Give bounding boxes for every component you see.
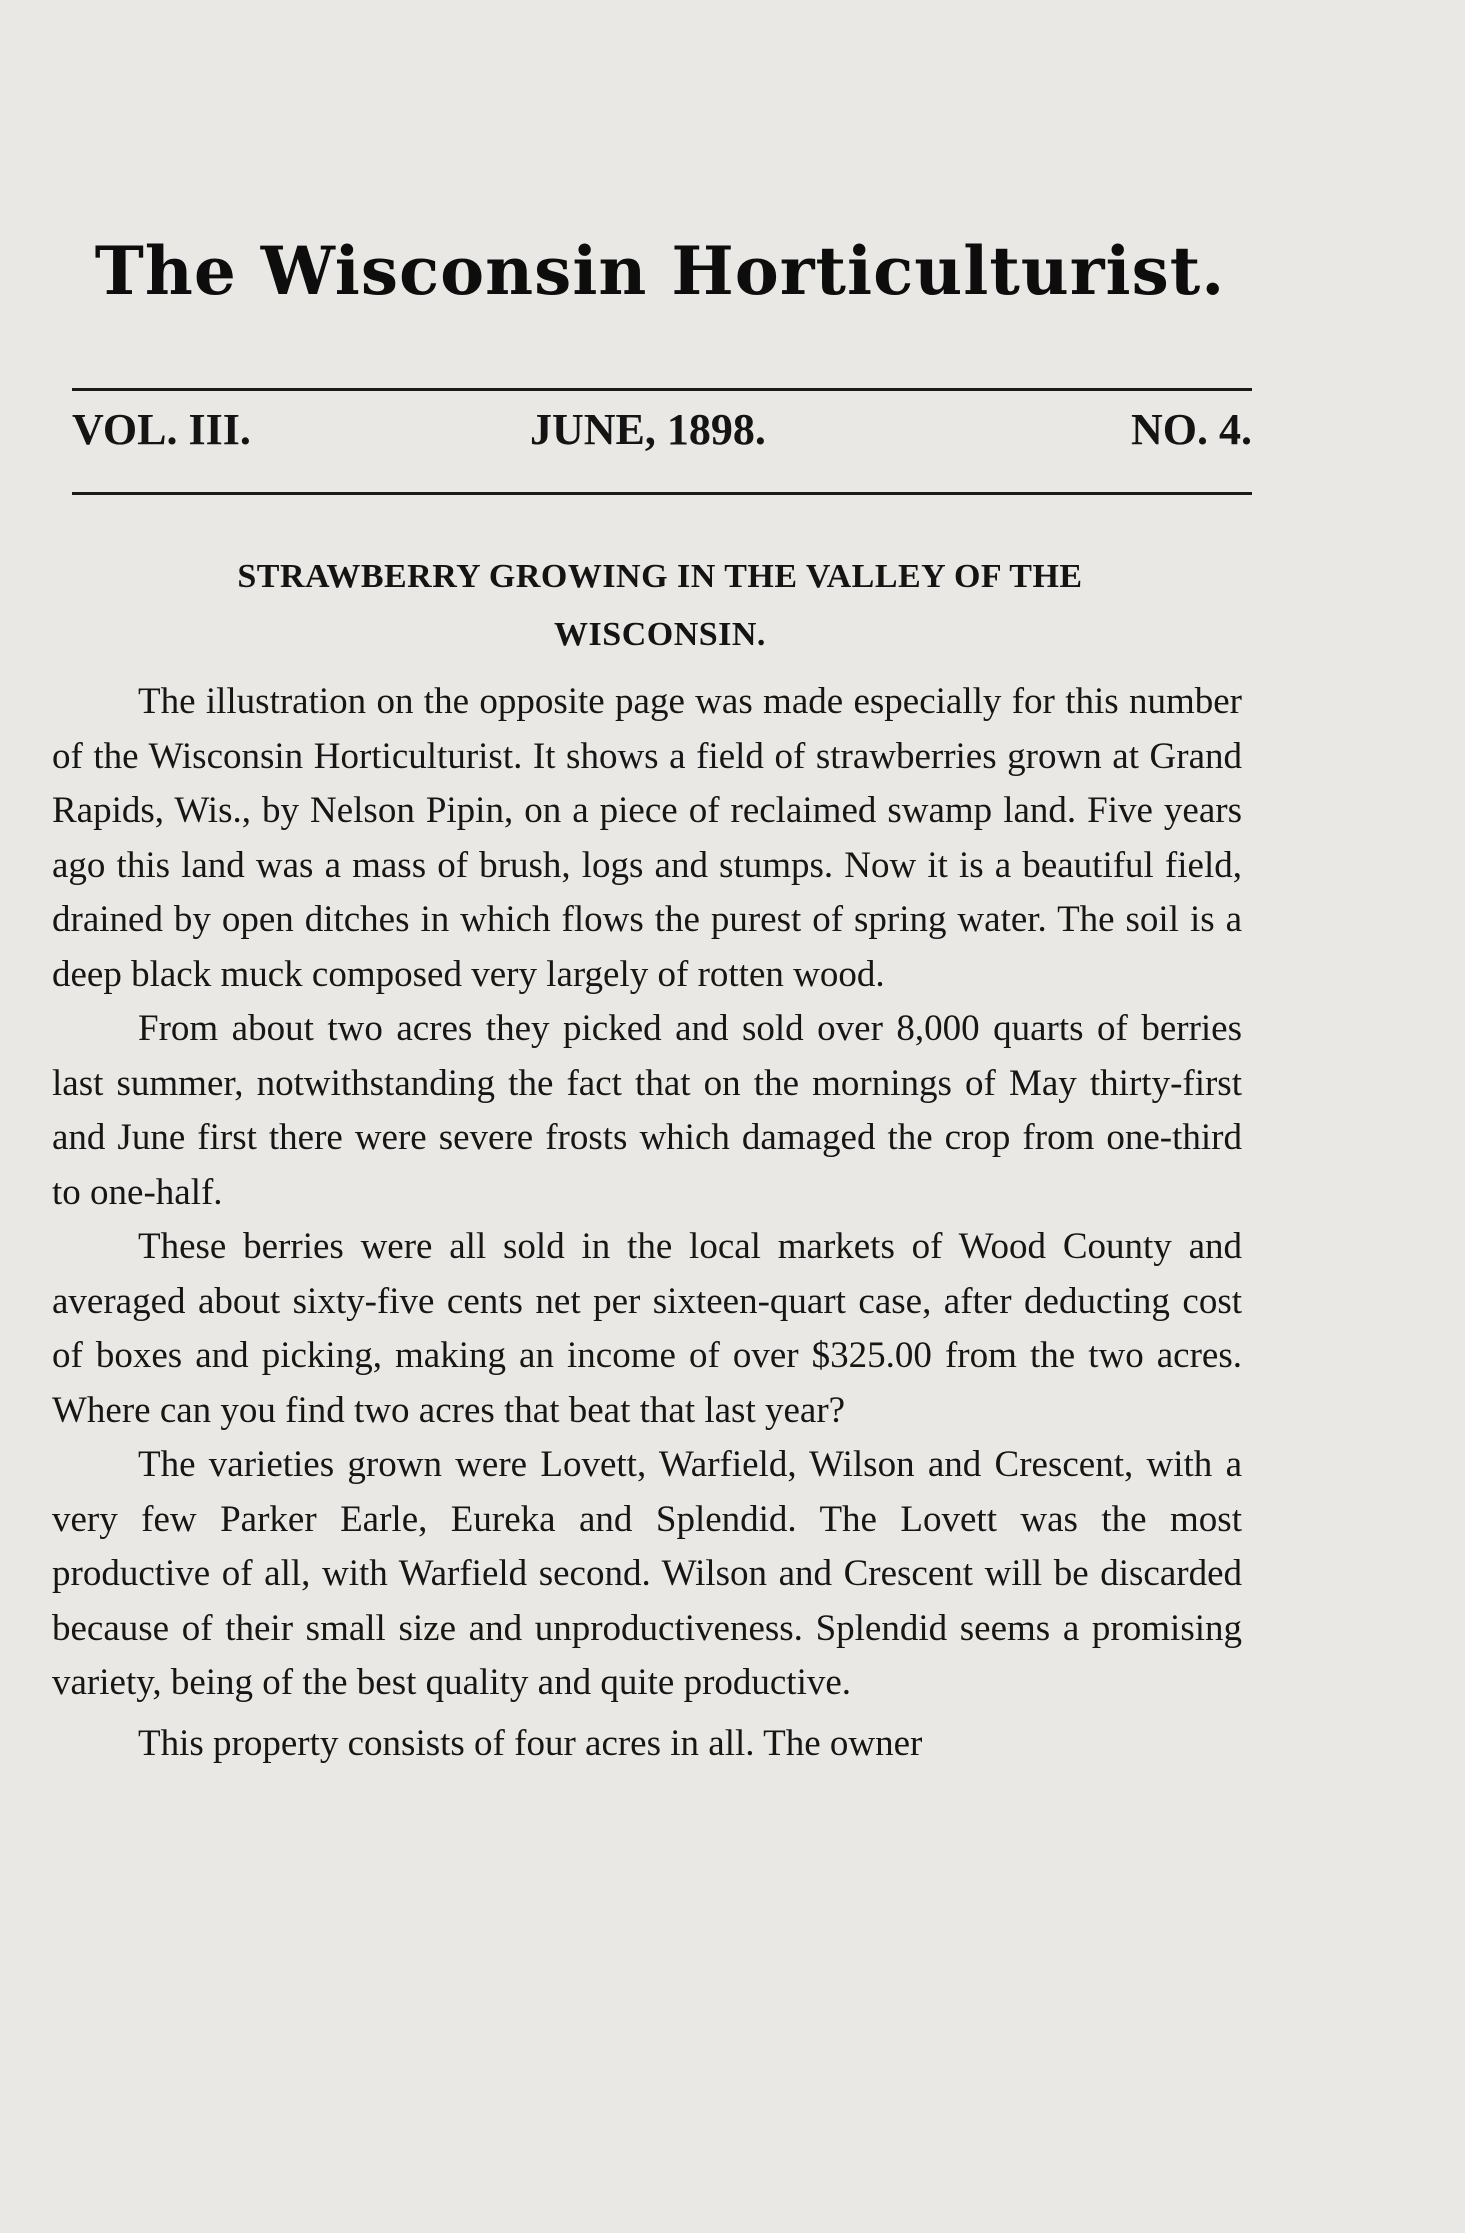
header-rule-bottom xyxy=(72,492,1252,495)
masthead-title: The Wisconsin Horticulturist. xyxy=(94,232,1226,310)
article-title-line-1: STRAWBERRY GROWING IN THE VALLEY OF THE xyxy=(237,558,1083,595)
issue-number: NO. 4. xyxy=(1131,405,1252,454)
issue-line xyxy=(72,404,1252,474)
paragraph: The illustration on the opposite page was made especially for this number of the Wisconsin Horticulturist. It shows a field of strawberries grown at Grand Rapids, Wis., by Nelson Pipin, on a piece of reclaimed swamp land. Five years ago this land was a mass of brush, logs and stumps. Now it is a beautiful field, drained by open ditches in which flows the purest of spring water. The soil is a deep black muck composed very largely of rotten wood. xyxy=(52,681,1242,995)
issue-date: JUNE, 1898. xyxy=(530,405,766,454)
paragraph: The varieties grown were Lovett, Warfield, Wilson and Crescent, with a very few Parker Earle, Eureka and Splendid. The Lovett was the most productive of all, with Warfield second. Wilson and Crescent will be discarded because of their small size and unproductiveness. Splendid seems a promising variety, being of the best quality and quite productive. xyxy=(52,1444,1242,1703)
paragraph: From about two acres they picked and sold over 8,000 quarts of berries last summer, notwithstanding the fact that on the mornings of May thirty-first and June first there were severe frosts which damaged the crop from one-third to one-half. xyxy=(52,1008,1242,1213)
article-title-line-2: WISCONSIN. xyxy=(554,616,766,653)
paragraph: This property consists of four acres in all. The owner xyxy=(138,1722,923,1764)
article-body xyxy=(52,675,1242,1771)
paragraph: These berries were all sold in the local markets of Wood County and averaged about sixty-five cents net per sixteen-quart case, after deducting cost of boxes and picking, making an income of over $325.00 from the two acres. Where can you find two acres that beat that last year? xyxy=(52,1226,1242,1431)
article-title xyxy=(110,548,1210,664)
volume-label: VOL. III. xyxy=(72,405,251,454)
header-rule-top xyxy=(72,388,1252,391)
